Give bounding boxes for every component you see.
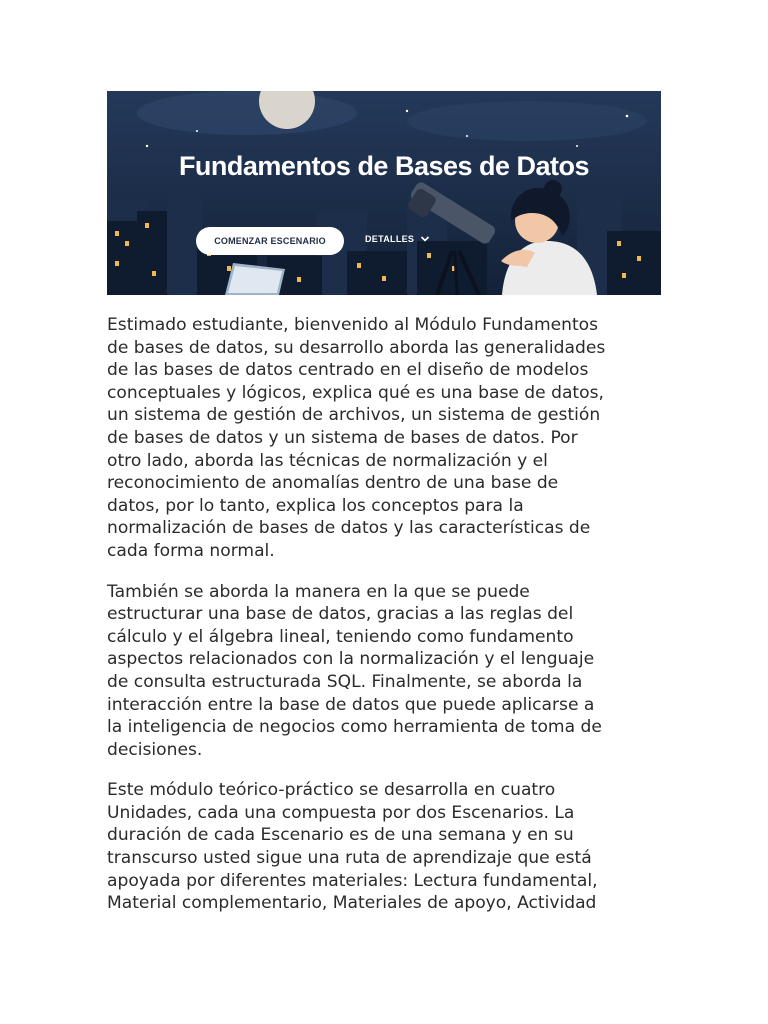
text-line: También se aborda la manera en la que se puede	[107, 581, 530, 602]
text-line: cada forma normal.	[107, 540, 275, 561]
text-line: un sistema de gestión de archivos, un sistema de gestión	[107, 405, 601, 426]
text-line: reconocimiento de anomalías dentro de una base de	[107, 473, 559, 494]
text-line: de bases de datos, su desarrollo aborda las generalidades	[107, 337, 606, 358]
text-line: normalización de bases de datos y las características de	[107, 518, 591, 539]
text-line: aspectos relacionados con la normalización y el lenguaje	[107, 649, 595, 670]
text-line: la inteligencia de negocios como herramienta de toma de	[107, 717, 602, 738]
course-title: Fundamentos de Bases de Datos	[178, 151, 590, 181]
text-line: datos, por lo tanto, explica los conceptos para la	[107, 495, 524, 516]
night-city-illustration	[107, 91, 661, 295]
text-line: interacción entre la base de datos que puede aplicarse a	[107, 694, 595, 715]
text-line: Unidades, cada una compuesta por dos Escenarios. La	[107, 802, 575, 823]
text-line: de bases de datos y un sistema de bases de datos. Por	[107, 427, 578, 448]
paragraph-structure	[107, 581, 667, 762]
text-line: de las bases de datos centrado en el diseño de modelos	[107, 360, 589, 381]
module-description	[107, 314, 667, 933]
chevron-down-icon	[420, 235, 430, 243]
details-dropdown[interactable]	[365, 234, 430, 244]
details-label: DETALLES	[365, 234, 415, 244]
text-line: conceptuales y lógicos, explica qué es una base de datos,	[107, 382, 604, 403]
paragraph-module-plan	[107, 779, 667, 915]
text-line: decisiones.	[107, 739, 203, 760]
text-line: cálculo y el álgebra lineal, teniendo como fundamento	[107, 626, 574, 647]
text-line: apoyada por diferentes materiales: Lectura fundamental,	[107, 870, 598, 891]
course-banner	[107, 91, 661, 295]
text-line: de consulta estructurada SQL. Finalmente, se aborda la	[107, 671, 583, 692]
start-scenario-button[interactable]: COMENZAR ESCENARIO	[196, 227, 344, 255]
text-line: duración de cada Escenario es de una semana y en su	[107, 825, 574, 846]
text-line: Este módulo teórico-práctico se desarrolla en cuatro	[107, 780, 556, 801]
text-line: Estimado estudiante, bienvenido al Módulo Fundamentos	[107, 315, 599, 335]
text-line: transcurso usted sigue una ruta de aprendizaje que está	[107, 848, 592, 869]
text-line: estructurar una base de datos, gracias a las reglas del	[107, 604, 574, 625]
paragraph-intro	[107, 314, 667, 563]
text-line: Material complementario, Materiales de apoyo, Actividad	[107, 893, 597, 914]
text-line: otro lado, aborda las técnicas de normalización y el	[107, 450, 548, 471]
